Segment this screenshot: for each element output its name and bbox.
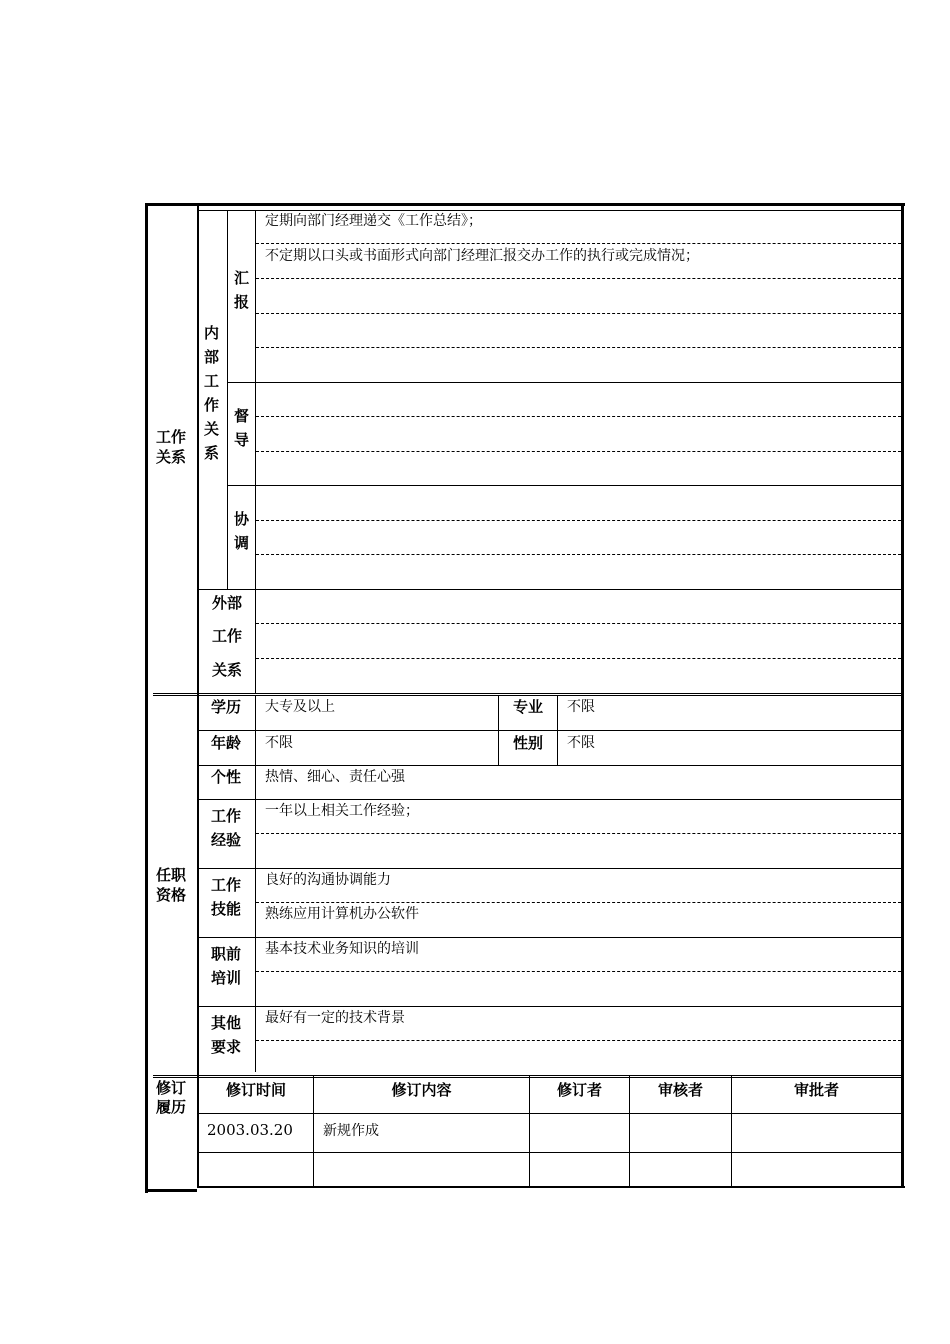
dash-line: [256, 1040, 901, 1041]
major-value: 不限: [567, 699, 595, 715]
major-label: 专业: [512, 698, 543, 716]
row-sep-experience: [197, 799, 901, 800]
skills-line: 熟练应用计算机办公软件: [265, 906, 419, 922]
report-line: 不定期以口头或书面形式向部门经理汇报交办工作的执行或完成情况；: [265, 248, 699, 264]
revision-row-date: 2003.03.20: [207, 1121, 293, 1139]
skills-label-2: 技能: [210, 900, 241, 918]
experience-line: 一年以上相关工作经验；: [265, 803, 419, 819]
section-label-qualifications: 任职资格: [155, 866, 186, 904]
job-description-form: [145, 203, 905, 1193]
border-right: [901, 203, 904, 1188]
dash-line: [256, 623, 901, 624]
row-sep-training: [197, 937, 901, 938]
dash-line: [256, 971, 901, 972]
dash-line: [256, 554, 901, 555]
dash-line: [256, 347, 901, 348]
gender-value: 不限: [567, 735, 595, 751]
training-label-1: 职前: [210, 945, 241, 963]
internal-relations-label: 内部工作关系: [204, 324, 220, 462]
training-label-2: 培训: [210, 969, 241, 987]
revision-header-approver: 审批者: [793, 1081, 839, 1099]
dash-line: [256, 451, 901, 452]
other-label-2: 要求: [210, 1038, 241, 1056]
report-label: 汇报: [234, 269, 250, 311]
supervise-label: 督导: [234, 407, 250, 449]
external-relations-label-2: 工作: [211, 627, 242, 645]
dash-line: [256, 833, 901, 834]
dash-line: [256, 658, 901, 659]
inner-top: [197, 210, 901, 211]
revision-header-content: 修订内容: [391, 1081, 452, 1099]
age-label: 年龄: [210, 734, 241, 752]
revision-header-reviewer: 审核者: [657, 1081, 703, 1099]
rev-row-sep-2: [197, 1152, 901, 1153]
col-sep-ext: [255, 590, 256, 693]
dash-line: [256, 278, 901, 279]
section-label-revision: 修订履历: [155, 1079, 186, 1116]
experience-label-1: 工作: [210, 807, 241, 825]
row-sep-other: [197, 1006, 901, 1007]
dash-line: [256, 520, 901, 521]
education-label: 学历: [210, 698, 241, 716]
revision-row-content: 新规作成: [323, 1123, 379, 1139]
row-sep-coordinate: [228, 485, 901, 486]
border-left: [145, 203, 148, 1193]
experience-label-2: 经验: [210, 831, 241, 849]
skills-label-1: 工作: [210, 876, 241, 894]
revision-header-reviser: 修订者: [556, 1081, 602, 1099]
education-value: 大专及以上: [265, 699, 335, 715]
row-sep-external: [197, 589, 901, 590]
age-value: 不限: [265, 735, 293, 751]
coordinate-label: 协调: [234, 510, 250, 552]
border-bottom: [197, 1186, 905, 1188]
border-top: [145, 203, 905, 206]
section-sep-rev-b: [153, 1077, 901, 1078]
col-sep-qual: [255, 696, 256, 1072]
dash-line: [256, 416, 901, 417]
other-label-1: 其他: [210, 1014, 241, 1032]
row-sep-personality: [197, 765, 901, 766]
external-relations-label-1: 外部: [211, 594, 242, 612]
row-sep-skills: [197, 868, 901, 869]
rev-row-sep-1: [197, 1113, 901, 1114]
training-line: 基本技术业务知识的培训: [265, 941, 419, 957]
section-sep-rev-a: [153, 1075, 901, 1076]
gender-label: 性别: [512, 734, 543, 752]
border-bottom-left: [145, 1189, 197, 1192]
dash-line: [256, 313, 901, 314]
personality-label: 个性: [210, 768, 241, 786]
other-line: 最好有一定的技术背景: [265, 1010, 405, 1026]
row-sep-supervise: [228, 382, 901, 383]
section-sep-qual-a: [153, 693, 901, 694]
dash-line: [256, 902, 901, 903]
personality-value: 热情、细心、责任心强: [265, 769, 405, 785]
dash-line: [256, 243, 901, 244]
col-sep-sub: [255, 210, 256, 590]
col-sep-internal: [227, 210, 228, 590]
external-relations-label-3: 关系: [211, 661, 242, 679]
section-label-work-relations: 工作关系: [155, 428, 186, 466]
revision-header-date: 修订时间: [225, 1081, 286, 1099]
skills-line: 良好的沟通协调能力: [265, 872, 391, 888]
report-line: 定期向部门经理递交《工作总结》；: [265, 213, 482, 229]
